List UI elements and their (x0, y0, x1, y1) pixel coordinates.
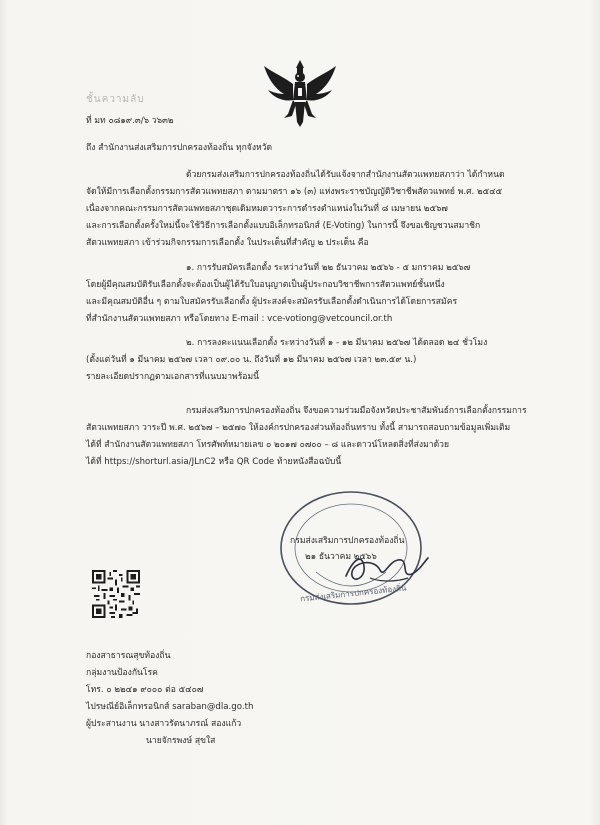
qr-code[interactable] (92, 570, 140, 618)
footer-coordinator: ผู้ประสานงาน นางสาวรัตนาภรณ์ สองแก้ว (86, 719, 242, 729)
item1-line: ๑. การรับสมัครเลือกตั้ง ระหว่างวันที่ ๒๒ ธันวาคม ๒๕๖๖ - ๕ มกราคม ๒๕๖๗ (186, 263, 471, 273)
para1-line: จัดให้มีการเลือกตั้งกรรมการสัตวแพทยสภา ตามมาตรา ๑๖ (๓) แห่งพระราชบัญญัติวิชาชีพสัตวแพทย์ พ.ศ. ๒๕๔๕ (86, 187, 503, 197)
handwritten-signature (340, 548, 430, 588)
seal-text: กรมส่งเสริมการปกครองท้องถิ่น (299, 583, 407, 604)
para1-line: ด้วยกรมส่งเสริมการปกครองท้องถิ่นได้รับแจ้งจากสำนักงานสัตวแพทยสภาว่า ได้กำหนด (186, 170, 505, 180)
footer-division: กองสาธารณสุขท้องถิ่น (86, 651, 171, 661)
para2-line: ได้ที่ สำนักงานสัตวแพทยสภา โทรศัพท์หมายเลข ๐ ๒๐๑๗ ๐๗๐๐ – ๘ และดาวน์โหลดสิ่งที่ส่งมาด้วย (86, 440, 450, 450)
recipient: ถึง สำนักงานส่งเสริมการปกครองท้องถิ่น ทุกจังหวัด (86, 143, 273, 153)
footer-coordinator-2: นายจักรพงษ์ สุขใส (146, 736, 216, 746)
item1-line: โดยผู้มีคุณสมบัติรับเลือกตั้งจะต้องเป็นผู้ได้รับใบอนุญาตเป็นผู้ประกอบวิชาชีพการสัตวแพทย์ชั้นหนึ่ง (86, 280, 445, 290)
document-number: ที่ มท ๐๘๑๙.๓/๖ ว๖๓๒ (86, 116, 174, 126)
item1-line: ที่สำนักงานสัตวแพทยสภา หรือโดยทาง E-mail : vce-votiong@vetcouncil.or.th (86, 314, 393, 324)
para1-line: สัตวแพทยสภา เข้าร่วมกิจกรรมการเลือกตั้ง ในประเด็นที่สำคัญ ๒ ประเด็น คือ (86, 238, 369, 248)
item1-line: และมีคุณสมบัติอื่น ๆ ตามใบสมัครรับเลือกตั้ง ผู้ประสงค์จะสมัครรับเลือกตั้งดำเนินการได้โดยการสมัคร (86, 297, 458, 307)
item2-line: (ตั้งแต่วันที่ ๑ มีนาคม ๒๕๖๗ เวลา ๐๙.๐๐ น. ถึงวันที่ ๑๒ มีนาคม ๒๕๖๗ เวลา ๒๓.๕๙ น.) (86, 355, 417, 365)
signing-department: กรมส่งเสริมการปกครองท้องถิ่น (290, 536, 405, 546)
para2-line: สัตวแพทยสภา วาระปี พ.ศ. ๒๕๖๗ – ๒๕๗๐ ให้องค์กรปกครองส่วนท้องถิ่นทราบ ทั้งนี้ สามารถสอบถามข้อมูลเพิ่มเติม (86, 423, 511, 433)
item2-line: รายละเอียดปรากฏตามเอกสารที่แนบมาพร้อมนี้ (86, 372, 260, 382)
signing-date: ๒๑ ธันวาคม ๒๕๖๖ (305, 552, 377, 562)
item2-line: ๒. การลงคะแนนเลือกตั้ง ระหว่างวันที่ ๑ - ๑๒ มีนาคม ๒๕๖๗ ได้ตลอด ๒๔ ชั่วโมง (186, 338, 488, 348)
para2-line: ได้ที่ https://shorturl.asia/JLnC2 หรือ QR Code ท้ายหนังสือฉบับนี้ (86, 457, 342, 467)
para1-line: เนื่องจากคณะกรรมการสัตวแพทยสภาชุดเดิมหมดวาระการดำรงตำแหน่งในวันที่ ๘ เมษายน ๒๕๖๗ (86, 204, 448, 214)
garuda-emblem-icon (262, 58, 338, 128)
ghost-stamp: ชั้นความลับ (86, 94, 145, 105)
footer-group: กลุ่มงานป้องกันโรค (86, 668, 158, 678)
para2-line: กรมส่งเสริมการปกครองท้องถิ่น จึงขอความร่วมมือจังหวัดประชาสัมพันธ์การเลือกตั้งกรรมการ (186, 406, 527, 416)
para1-line: และการเลือกตั้งครั้งใหม่นี้จะใช้วิธีการเลือกตั้งแบบอิเล็กทรอนิกส์ (E-Voting) ในการนี้ จึงขอเชิญชวนสมาชิก (86, 221, 481, 231)
footer-email: ไปรษณีย์อิเล็กทรอนิกส์ saraban@dla.go.th (86, 702, 254, 712)
footer-phone: โทร. ๐ ๒๒๔๑ ๙๐๐๐ ต่อ ๕๔๐๗ (86, 685, 204, 695)
